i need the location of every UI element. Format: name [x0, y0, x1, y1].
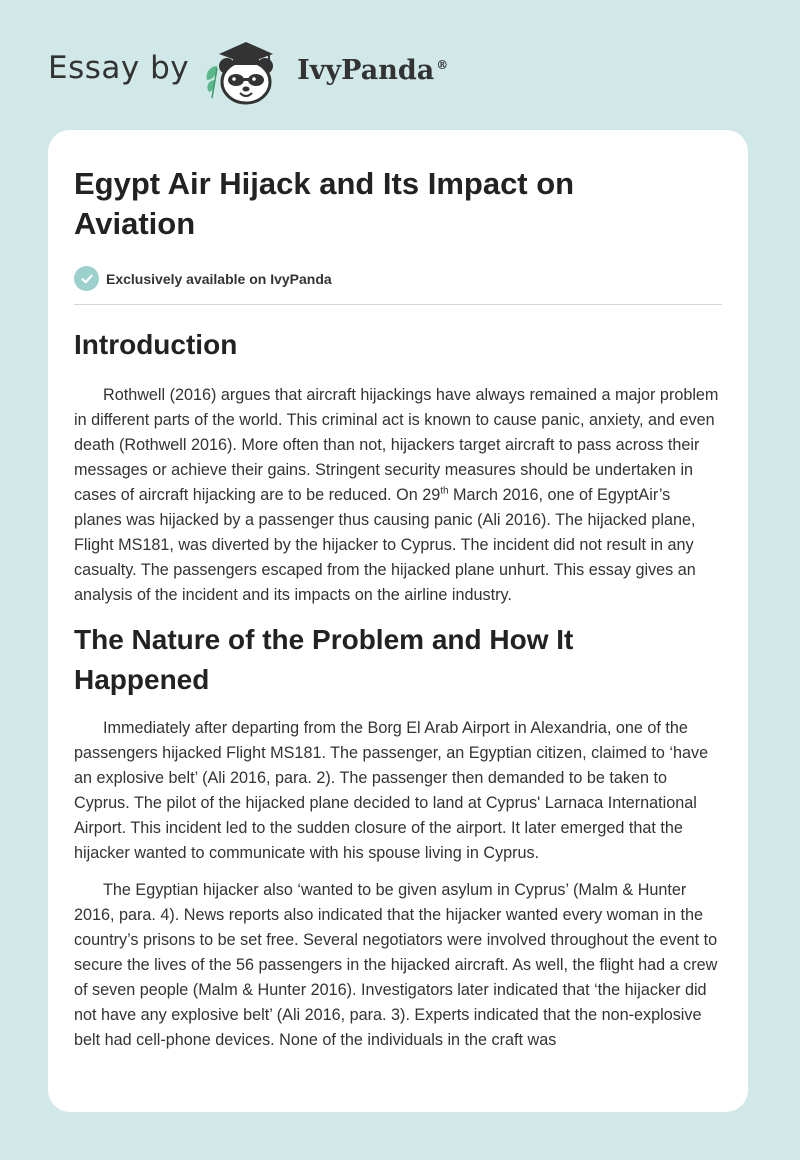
brand-logo[interactable] — [48, 36, 448, 106]
paragraph: Rothwell (2016) argues that aircraft hijackings have always remained a major problem in different parts of the world. This criminal act is known to cause panic, anxiety, and even death (Rothwell 2016). More often than not, hijackers target aircraft to pass across their messages or achieve their gains. Stringent security measures should be undertaken in cases of aircraft hijacking are to be reduced. On 29th March 2016, one of EgyptAir’s planes was hijacked by a passenger thus causing panic (Ali 2016). The hijacked plane, Flight MS181, was diverted by the hijacker to Cyprus. The incident did not result in any casualty. The passengers escaped from the hijacked plane unhurt. This essay gives an analysis of the incident and its impacts on the airline industry. — [74, 386, 719, 604]
divider — [74, 304, 722, 305]
article-card — [48, 130, 748, 1112]
panda-graduate-icon — [203, 36, 293, 106]
brand-name: IvyPanda ® — [297, 54, 449, 86]
section-heading-introduction: Introduction — [74, 329, 238, 360]
exclusive-badge — [74, 266, 722, 291]
checkmark-icon — [74, 266, 99, 291]
article-title: Egypt Air Hijack and Its Impact on Aviation — [74, 166, 575, 241]
paragraph: The Egyptian hijacker also ‘wanted to be given asylum in Cyprus’ (Malm & Hunter 2016, para. 4). News reports also indicated that the hijacker wanted every woman in the country’s prisons to be set free. Several negotiators were involved throughout the event to secure the lives of the 56 passengers in the hijacked aircraft. As well, the flight had a crew of seven people (Malm & Hunter 2016). Investigators later indicated that ‘the hijacker did not have any explosive belt’ (Ali 2016, para. 3). Experts indicated that the non-explosive belt had cell-phone devices. None of the individuals in the craft was — [74, 881, 718, 1049]
badge-text: Exclusively available on IvyPanda — [106, 270, 332, 287]
paragraph: Immediately after departing from the Borg El Arab Airport in Alexandria, one of the passengers hijacked Flight MS181. The passenger, an Egyptian citizen, claimed to ‘have an explosive belt’ (Ali 2016, para. 2). The passenger then demanded to be taken to Cyprus. The pilot of the hijacked plane decided to land at Cyprus' Larnaca International Airport. This incident led to the sudden closure of the airport. It later emerged that the hijacker wanted to communicate with his spouse living in Cyprus. — [74, 719, 709, 862]
brand-prefix: Essay by — [48, 50, 190, 86]
section-heading-nature-of-problem: The Nature of the Problem and How It Happened — [74, 624, 574, 695]
